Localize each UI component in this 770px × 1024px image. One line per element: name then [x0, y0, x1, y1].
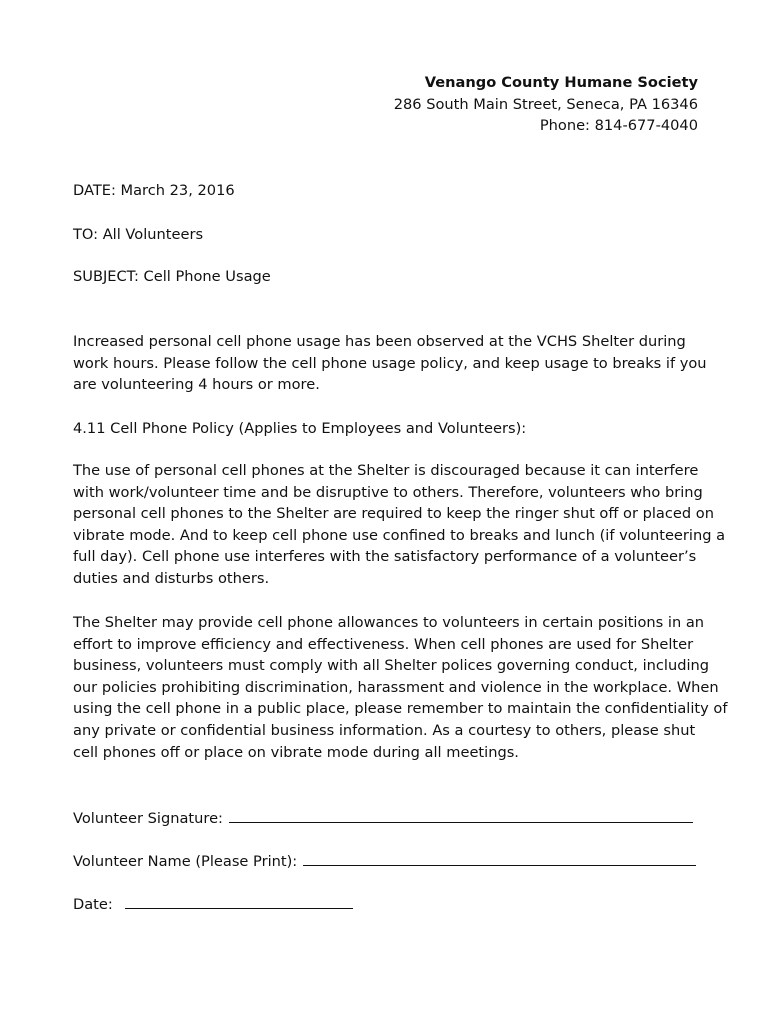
policy-paragraph-2	[73, 612, 728, 763]
date-row	[73, 893, 353, 916]
policy-line: full day). Cell phone use interferes with the satisfactory performance of a volunteer’s	[73, 548, 697, 566]
policy-line: using the cell phone in a public place, please remember to maintain the confidentiality of	[73, 700, 728, 718]
policy-line: personal cell phones to the Shelter are required to keep the ringer shut off or placed on	[73, 505, 714, 523]
policy-line: with work/volunteer time and be disruptive to others. Therefore, volunteers who bring	[73, 483, 703, 501]
name-field[interactable]	[303, 850, 696, 866]
policy-line: any private or confidential business information. As a courtesy to others, please shut	[73, 721, 696, 739]
intro-paragraph	[73, 331, 713, 396]
signature-field[interactable]	[229, 807, 693, 823]
policy-line: duties and disturbs others.	[73, 569, 270, 587]
policy-line: The Shelter may provide cell phone allowances to volunteers in certain positions in an	[73, 614, 705, 631]
policy-line: The use of personal cell phones at the Shelter is discouraged because it can interfere	[73, 462, 699, 479]
policy-heading-text: 4.11 Cell Phone Policy (Applies to Employees and Volunteers):	[73, 420, 527, 437]
organization-phone: Phone: 814-677-4040	[539, 117, 698, 134]
memo-recipient: TO: All Volunteers	[73, 226, 204, 243]
intro-line: Increased personal cell phone usage has been observed at the VCHS Shelter during	[73, 333, 686, 350]
date-field[interactable]	[125, 893, 353, 909]
memo-date: DATE: March 23, 2016	[73, 182, 235, 199]
organization-address: 286 South Main Street, Seneca, PA 16346	[393, 95, 698, 113]
policy-heading	[73, 418, 713, 440]
date-label: Date:	[73, 896, 113, 913]
policy-line: effort to improve efficiency and effectiveness. When cell phones are used for Shelter	[73, 635, 694, 653]
signature-label: Volunteer Signature:	[73, 810, 223, 827]
intro-line: work hours. Please follow the cell phone usage policy, and keep usage to breaks if you	[73, 354, 707, 372]
policy-line: business, volunteers must comply with all Shelter polices governing conduct, including	[73, 657, 710, 675]
signature-row	[73, 807, 693, 830]
name-label: Volunteer Name (Please Print):	[73, 853, 298, 870]
name-row	[73, 850, 696, 873]
policy-line: vibrate mode. And to keep cell phone use confined to breaks and lunch (if volunteering a	[73, 526, 726, 544]
organization-name: Venango County Humane Society	[424, 74, 698, 91]
policy-line: our policies prohibiting discrimination, harassment and violence in the workplace. When	[73, 678, 719, 696]
memo-subject: SUBJECT: Cell Phone Usage	[73, 268, 271, 285]
intro-line: are volunteering 4 hours or more.	[73, 376, 320, 394]
letterhead	[394, 72, 698, 137]
policy-paragraph-1	[73, 460, 726, 590]
policy-line: cell phones off or place on vibrate mode during all meetings.	[73, 743, 519, 761]
